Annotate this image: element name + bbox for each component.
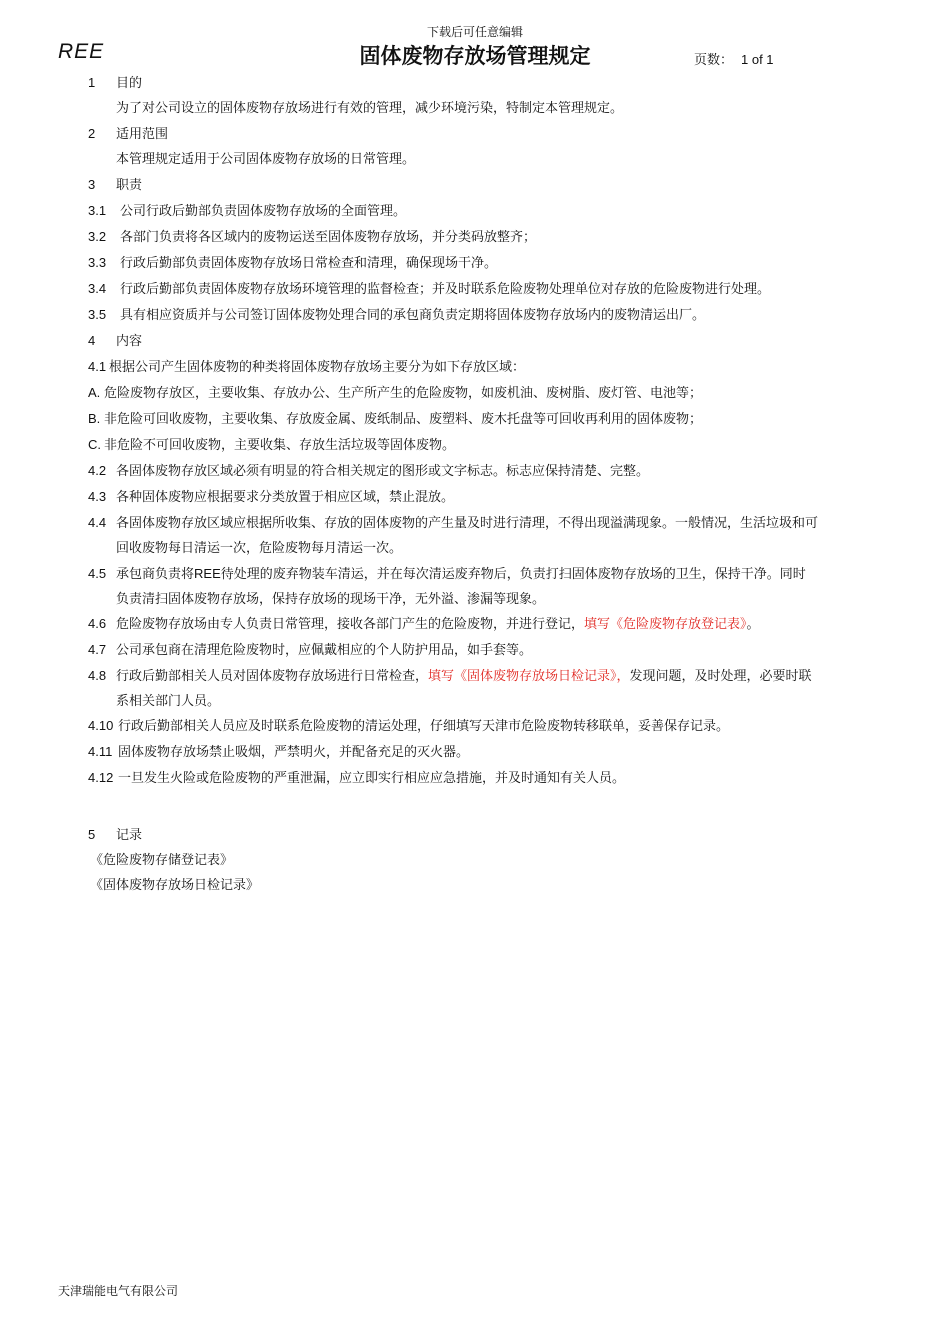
section-2-text: 本管理规定适用于公司固体废物存放场的日常管理。 bbox=[116, 152, 416, 167]
section-title: 记录 bbox=[116, 828, 143, 843]
item-continuation: 回收废物每日清运一次，危险废物每月清运一次。 bbox=[116, 541, 403, 556]
list-item bbox=[88, 411, 702, 428]
list-item bbox=[88, 489, 454, 506]
item-text: 危险废物存放场由专人负责日常管理，接收各部门产生的危险废物，并进行登记， bbox=[116, 617, 585, 632]
item-text: 非危险可回收废物，主要收集、存放废金属、废纸制品、废塑料、废木托盘等可回收再利用的固体废物； bbox=[104, 412, 703, 427]
item-number: 4.6 bbox=[88, 616, 107, 631]
item-number: C. bbox=[88, 437, 101, 452]
section-2-heading bbox=[88, 126, 168, 143]
section-5-heading bbox=[88, 827, 142, 844]
item-number: 4.10 bbox=[88, 718, 114, 733]
page-label: 页数： bbox=[694, 53, 734, 68]
list-item bbox=[88, 566, 806, 583]
item-continuation: 系相关部门人员。 bbox=[116, 694, 221, 709]
record-item: 《固体废物存放场日检记录》 bbox=[90, 878, 260, 893]
page-title: 固体废物存放场管理规定 bbox=[359, 44, 591, 68]
section-number: 2 bbox=[88, 126, 96, 141]
section-3-heading bbox=[88, 177, 142, 194]
item-number: 4.11 bbox=[88, 744, 113, 759]
item-text: 具有相应资质并与公司签订固体废物处理合同的承包商负责定期将固体废物存放场内的废物清运出厂。 bbox=[120, 308, 706, 323]
list-item bbox=[88, 255, 497, 272]
list-item bbox=[88, 744, 469, 761]
item-number: 4.1 bbox=[88, 359, 107, 374]
item-text: 行政后勤部负责固体废物存放场环境管理的监督检查；并及时联系危险废物处理单位对存放的危险废物进行处理。 bbox=[120, 282, 771, 297]
item-text: 各固体废物存放区域必须有明显的符合相关规定的图形或文字标志。标志应保持清楚、完整。 bbox=[116, 464, 650, 479]
item-text: 各部门负责将各区域内的废物运送至固体废物存放场，并分类码放整齐； bbox=[120, 230, 537, 245]
item-number: 4.4 bbox=[88, 515, 107, 530]
list-item bbox=[88, 515, 818, 532]
item-text: 待处理的废弃物装车清运，并在每次清运废弃物后，负责打扫固体废物存放场的卫生，保持干净。同时 bbox=[220, 567, 806, 582]
item-text: 各固体废物存放区域应根据所收集、存放的固体废物的产生量及时进行清理，不得出现溢满现象。一般情况，生活垃圾和可 bbox=[116, 516, 819, 531]
section-number: 1 bbox=[88, 75, 96, 90]
footer-company: 天津瑞能电气有限公司 bbox=[58, 1284, 179, 1298]
list-item bbox=[88, 307, 705, 324]
record-item: 《危险废物存储登记表》 bbox=[90, 853, 234, 868]
company-logo: REE bbox=[58, 40, 105, 63]
section-number: 4 bbox=[88, 333, 96, 348]
list-item bbox=[88, 359, 525, 376]
item-text: 非危险不可回收废物，主要收集、存放生活垃圾等固体废物。 bbox=[104, 438, 456, 453]
list-item bbox=[88, 437, 455, 454]
company-code: REE bbox=[194, 566, 221, 581]
item-continuation: 负责清扫固体废物存放场，保持存放场的现场干净，无外溢、渗漏等现象。 bbox=[116, 592, 546, 607]
section-title: 目的 bbox=[116, 76, 143, 91]
item-number: B. bbox=[88, 411, 101, 426]
item-number: 3.4 bbox=[88, 281, 107, 296]
item-number: 4.12 bbox=[88, 770, 114, 785]
item-number: 4.7 bbox=[88, 642, 107, 657]
item-text: 一旦发生火险或危险废物的严重泄漏，应立即实行相应应急措施，并及时通知有关人员。 bbox=[118, 771, 626, 786]
item-text: 行政后勤部相关人员对固体废物存放场进行日常检查， bbox=[116, 669, 429, 684]
item-number: 4.3 bbox=[88, 489, 107, 504]
item-text: 行政后勤部相关人员应及时联系危险废物的清运处理，仔细填写天津市危险废物转移联单，妥善保存记录。 bbox=[118, 719, 730, 734]
list-item bbox=[88, 718, 729, 735]
item-number: 3.5 bbox=[88, 307, 107, 322]
item-text: 根据公司产生固体废物的种类将固体废物存放场主要分为如下存放区域： bbox=[109, 360, 526, 375]
item-number: 4.5 bbox=[88, 566, 107, 581]
list-item bbox=[88, 229, 536, 246]
item-number: 3.3 bbox=[88, 255, 107, 270]
item-text-end: 。 bbox=[746, 617, 760, 632]
list-item bbox=[88, 770, 625, 787]
section-number: 3 bbox=[88, 177, 96, 192]
list-item bbox=[88, 385, 702, 402]
section-number: 5 bbox=[88, 827, 96, 842]
item-text: 承包商负责将 bbox=[116, 567, 195, 582]
item-text-end: 发现问题，及时处理，必要时联 bbox=[629, 669, 812, 684]
list-item bbox=[88, 463, 649, 480]
section-title: 适用范围 bbox=[116, 127, 169, 142]
section-title: 职责 bbox=[116, 178, 143, 193]
item-text: 各种固体废物应根据要求分类放置于相应区域，禁止混放。 bbox=[116, 490, 455, 505]
list-item bbox=[88, 616, 760, 633]
highlighted-text: 填写《危险废物存放登记表》 bbox=[584, 617, 747, 632]
item-text: 行政后勤部负责固体废物存放场日常检查和清理，确保现场干净。 bbox=[120, 256, 498, 271]
item-text: 固体废物存放场禁止吸烟，严禁明火，并配备充足的灭火器。 bbox=[118, 745, 470, 760]
item-text: 公司承包商在清理危险废物时，应佩戴相应的个人防护用品，如手套等。 bbox=[116, 643, 533, 658]
item-number: A. bbox=[88, 385, 101, 400]
item-number: 3.2 bbox=[88, 229, 107, 244]
item-text: 公司行政后勤部负责固体废物存放场的全面管理。 bbox=[120, 204, 407, 219]
list-item bbox=[88, 642, 532, 659]
list-item bbox=[88, 203, 406, 220]
item-number: 4.8 bbox=[88, 668, 107, 683]
list-item bbox=[88, 281, 770, 298]
item-number: 4.2 bbox=[88, 463, 107, 478]
item-text: 危险废物存放区，主要收集、存放办公、生产所产生的危险废物，如废机油、废树脂、废灯管、电池等； bbox=[104, 386, 703, 401]
section-title: 内容 bbox=[116, 334, 143, 349]
item-number: 3.1 bbox=[88, 203, 107, 218]
section-4-heading bbox=[88, 333, 142, 350]
section-1-text: 为了对公司设立的固体废物存放场进行有效的管理，减少环境污染，特制定本管理规定。 bbox=[116, 101, 624, 116]
list-item bbox=[88, 668, 812, 685]
highlighted-text: 填写《固体废物存放场日检记录》， bbox=[428, 669, 630, 684]
page-info bbox=[694, 49, 774, 68]
top-note: 下载后可任意编辑 bbox=[426, 25, 523, 39]
page-value: 1 of 1 bbox=[741, 52, 774, 67]
section-1-heading bbox=[88, 75, 142, 92]
